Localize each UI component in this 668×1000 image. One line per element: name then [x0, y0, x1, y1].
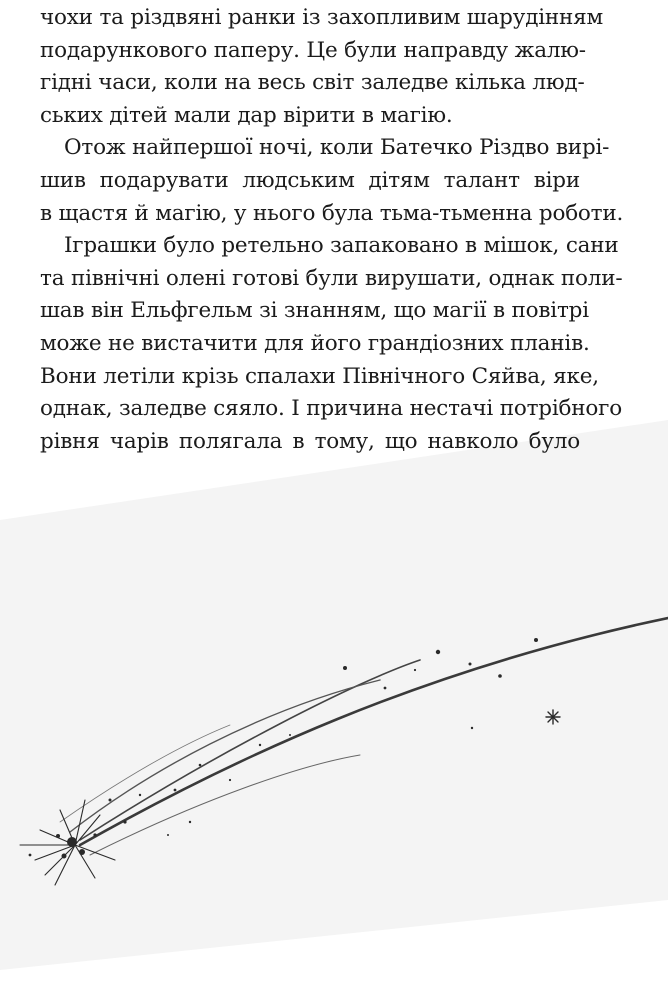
text-line: ських дітей мали дар вірити в магію. [40, 102, 453, 128]
text-line: подарункового паперу. Це були направду жалю- [40, 37, 586, 63]
text-line: гідні часи, коли на весь світ заледве кілька люд- [40, 70, 585, 96]
text-line: однак, заледве сяяло. І причина нестачі потрібного [40, 396, 622, 422]
text-line: Вони летіли крізь спалахи Північного Сяйва, яке, [40, 363, 599, 389]
text-line: Іграшки було ретельно запаковано в мішок, сани [64, 233, 619, 259]
text-line: може не вистачити для його грандіозних планів. [40, 330, 590, 356]
text-line: чохи та різдвяні ранки із захопливим шарудінням [40, 5, 604, 30]
paragraph [40, 230, 623, 458]
shooting-star-icon [0, 560, 668, 960]
text-line: рівня чарів полягала в тому, що навколо було [40, 428, 580, 454]
paragraph [40, 132, 624, 230]
text-line: шав він Ельфгельм зі знанням, що магії в повітрі [40, 298, 589, 324]
text-line: шив подарувати людським дітям талант віри [40, 167, 580, 193]
body-text [40, 2, 624, 458]
text-line: в щастя й магію, у нього була тьма-тьменна роботи. [40, 200, 624, 226]
text-line: Отож найпершої ночі, коли Батечко Різдво вирі- [64, 135, 610, 161]
text-line: та північні олені готові були вирушати, однак поли- [40, 265, 623, 291]
paragraph [40, 2, 604, 132]
